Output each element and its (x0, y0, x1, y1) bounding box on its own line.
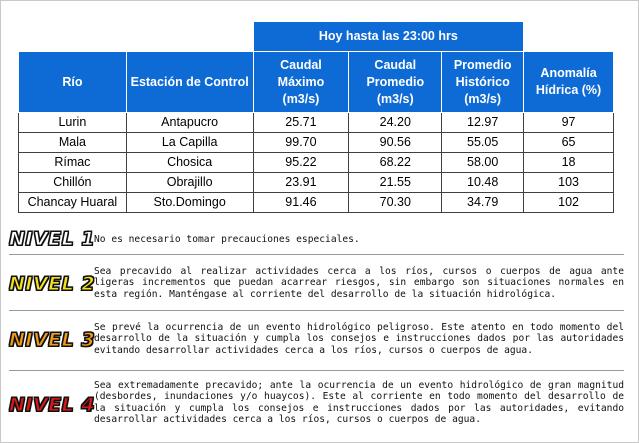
cell-max: 23.91 (253, 173, 349, 193)
header-spacer-right (524, 22, 614, 52)
cell-estacion: Antapucro (126, 113, 253, 133)
level-4-badge: NIVEL 4 (9, 394, 96, 416)
cell-anom: 97 (524, 113, 614, 133)
cell-hist: 55.05 (442, 133, 524, 153)
cell-estacion: Sto.Domingo (126, 193, 253, 213)
cell-rio: Lurin (19, 113, 127, 133)
col-header-anomalia (524, 52, 614, 113)
hydrology-table (18, 21, 614, 213)
header-line: Hídrica (%) (535, 83, 602, 97)
divider (9, 254, 624, 255)
level-3-badge: NIVEL 3 (9, 329, 96, 351)
table-row (19, 133, 614, 153)
cell-anom: 102 (524, 193, 614, 213)
level-2-badge: NIVEL 2 (9, 273, 96, 295)
header-line: Caudal (374, 57, 417, 72)
divider (9, 310, 624, 311)
cell-rio: Rímac (19, 153, 127, 173)
table-row (19, 153, 614, 173)
cell-hist: 10.48 (442, 173, 524, 193)
cell-estacion: Chosica (126, 153, 253, 173)
header-line: Promedio (453, 57, 512, 72)
cell-anom: 18 (524, 153, 614, 173)
cell-prom: 90.56 (349, 133, 442, 153)
header-line: Histórico (455, 74, 510, 89)
divider (9, 370, 624, 371)
header-line: (m3/s) (464, 91, 502, 106)
cell-prom: 70.30 (349, 193, 442, 213)
cell-anom: 103 (524, 173, 614, 193)
cell-estacion: Obrajillo (126, 173, 253, 193)
cell-max: 95.22 (253, 153, 349, 173)
col-header-estacion: Estación de Control (126, 52, 253, 113)
table-row (19, 173, 614, 193)
header-line: Caudal (280, 57, 322, 72)
header-spacer (19, 22, 254, 52)
cell-rio: Chancay Huaral (19, 193, 127, 213)
header-line: Anomalía (540, 66, 597, 80)
col-header-rio: Río (19, 52, 127, 113)
level-1-text: No es necesario tomar precauciones especiales. (94, 234, 360, 245)
cell-rio: Mala (19, 133, 127, 153)
cell-prom: 21.55 (349, 173, 442, 193)
header-line: (m3/s) (282, 91, 320, 106)
cell-anom: 65 (524, 133, 614, 153)
table-row (19, 193, 614, 213)
header-line: (m3/s) (376, 91, 414, 106)
level-4-text: Sea extremadamente precavido; ante la ocurrencia de un evento hidrológico de gran magnitud (desbordes, inundaciones y/o huaycos). Este al corriente en todo momento del desarrollo de la situación y cumpla los consejos e instrucciones dados por las autoridades, evitando desarrollar actividades cerca a los ríos, cursos o cuerpos de agua. (94, 380, 624, 425)
cell-max: 99.70 (253, 133, 349, 153)
cell-max: 91.46 (253, 193, 349, 213)
header-line: Máximo (277, 74, 325, 89)
col-header-caudal-prom (349, 52, 442, 113)
group-header: Hoy hasta las 23:00 hrs (253, 22, 524, 52)
level-1-badge: NIVEL 1 (9, 228, 96, 250)
col-header-caudal-max (253, 52, 349, 113)
cell-rio: Chillón (19, 173, 127, 193)
header-line: Promedio (366, 74, 425, 89)
level-2-text: Sea precavido al realizar actividades cerca a los ríos, cursos o cuerpos de agua ante ligeras incrementos que puedan acarrear riesgos, sin embargo son situaciones normales en esta región. Manténgase al corriente del desarrollo de la situación hidrológica. (94, 266, 624, 300)
cell-prom: 68.22 (349, 153, 442, 173)
cell-hist: 58.00 (442, 153, 524, 173)
col-header-promedio-hist (442, 52, 524, 113)
cell-hist: 34.79 (442, 193, 524, 213)
cell-estacion: La Capilla (126, 133, 253, 153)
cell-prom: 24.20 (349, 113, 442, 133)
cell-hist: 12.97 (442, 113, 524, 133)
table-row (19, 113, 614, 133)
level-3-text: Se prevé la ocurrencia de un evento hidrológico peligroso. Este atento en todo momento del desarrollo de la situación y cumpla los consejos e instrucciones dados por las autoridades evitando desarrollar actividades cerca a los ríos, cursos o cuerpos de agua. (94, 322, 624, 356)
cell-max: 25.71 (253, 113, 349, 133)
